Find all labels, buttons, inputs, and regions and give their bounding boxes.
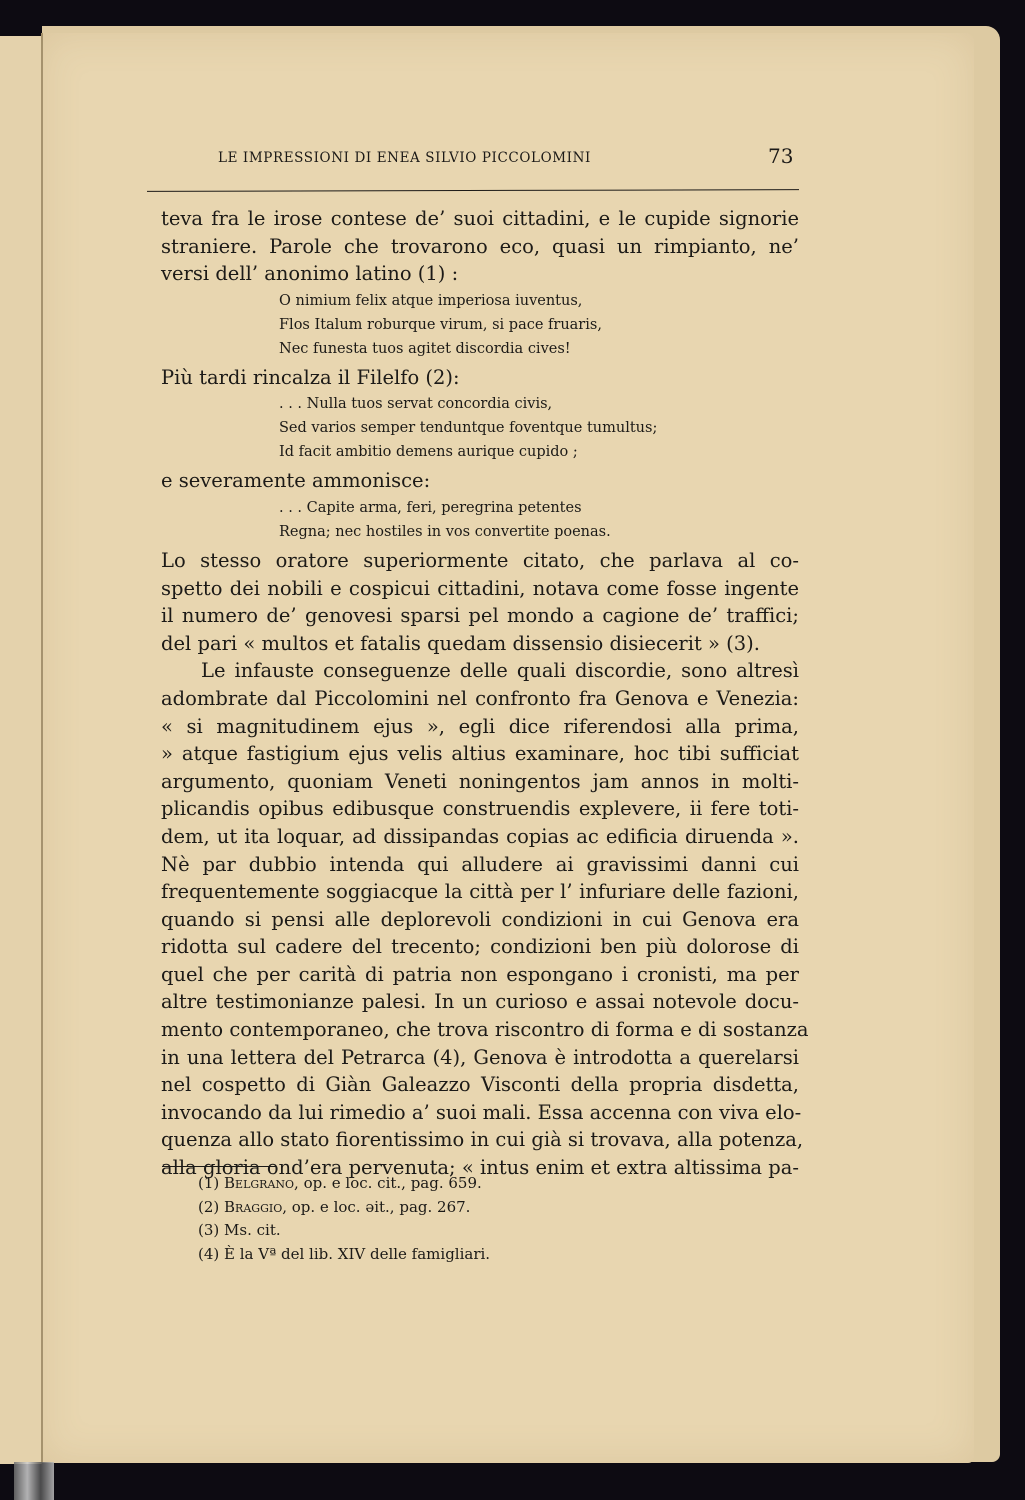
text-line: straniere. Parole che trovarono eco, quasi un rimpianto, ne’ <box>161 234 799 258</box>
footnote-number: (4) <box>198 1244 220 1263</box>
text-line: versi dell’ anonimo latino (1) : <box>161 262 459 286</box>
binding-tab <box>14 1462 54 1500</box>
footnote-number: (1) <box>198 1174 220 1192</box>
footnote-text: , op. e loc. cit., pag. 659. <box>294 1174 482 1192</box>
text-line: quel che per carità di patria non espongano i cronisti, ma per <box>161 962 799 986</box>
footnotes <box>198 1172 490 1266</box>
footnote-author: Belgrano <box>224 1174 295 1192</box>
footnote-rule <box>162 1166 276 1167</box>
text-line: « si magnitudinem ejus », egli dice riferendosi alla prima, <box>161 714 799 738</box>
text-line: quando si pensi alle deplorevoli condizioni in cui Genova era <box>161 907 799 931</box>
footnote-text: Ms. cit. <box>224 1221 281 1239</box>
text-line: dem, ut ita loquar, ad dissipandas copias ac edificia diruenda ». <box>161 824 799 848</box>
text-line: spetto dei nobili e cospicui cittadini, notava come fosse ingente <box>161 576 799 600</box>
paragraph-3: e severamente ammonisce: <box>161 469 431 493</box>
text-line: il numero de’ genovesi sparsi pel mondo a cagione de’ traffici; <box>161 604 799 628</box>
text-line: nel cospetto di Giàn Galeazzo Visconti della propria disdetta, <box>161 1073 799 1097</box>
verse-quote-1 <box>161 289 799 361</box>
verse-line: Sed varios semper tenduntque foventque tumultus; <box>279 420 658 437</box>
text-line: del pari « multos et fatalis quedam dissensio disiecerit » (3). <box>161 631 760 655</box>
text-line: Nè par dubbio intenda qui alludere ai gravissimi danni cui <box>161 852 799 876</box>
page-number: 73 <box>768 144 794 168</box>
text-line: Lo stesso oratore superiormente citato, che parlava al co- <box>161 548 799 572</box>
footnote-4 <box>198 1243 490 1267</box>
text-line: frequentemente soggiacque la città per l’ infuriare delle fazioni, <box>161 880 799 904</box>
verse-line: Id facit ambitio demens aurique cupido ; <box>279 444 578 461</box>
footnote-1 <box>198 1172 490 1196</box>
text-line: Le infauste conseguenze delle quali discordie, sono altresì <box>201 659 799 683</box>
text-line: in una lettera del Petrarca (4), Genova è introdotta a querelarsi <box>161 1045 799 1069</box>
footnote-text: , op. e loc. əit., pag. 267. <box>282 1197 471 1216</box>
text-line: invocando da lui rimedio a’ suoi mali. Essa accenna con viva elo- <box>161 1100 802 1124</box>
footnote-text: È la Vª del lib. XIV delle famigliari. <box>224 1244 491 1263</box>
paragraph-1 <box>161 205 799 288</box>
verse-line: . . . Capite arma, feri, peregrina petentes <box>279 499 582 516</box>
text-line: alla gloria ond’era pervenuta; « intus enim et extra altissima pa- <box>161 1156 799 1180</box>
verse-line: Nec funesta tuos agitet discordia cives! <box>279 340 571 357</box>
paragraph-2: Più tardi rincalza il Filelfo (2): <box>161 365 460 389</box>
footnote-3 <box>198 1219 490 1243</box>
verse-quote-2 <box>161 392 799 464</box>
running-title: LE IMPRESSIONI DI ENEA SILVIO PICCOLOMINI <box>218 150 591 166</box>
verse-line: O nimium felix atque imperiosa iuventus, <box>279 292 583 309</box>
paragraph-5 <box>161 657 809 1181</box>
body-text <box>161 205 809 1182</box>
text-line: » atque fastigium ejus velis altius examinare, hoc tibi sufficiat <box>161 742 799 766</box>
footnote-2 <box>198 1196 490 1220</box>
facing-page-edge <box>0 36 42 1464</box>
verse-line: . . . Nulla tuos servat concordia civis, <box>279 396 553 413</box>
text-line: adombrate dal Piccolomini nel confronto fra Genova e Venezia: <box>161 686 799 710</box>
gutter-line <box>41 33 43 1463</box>
verse-quote-3 <box>161 496 799 544</box>
text-line: ridotta sul cadere del trecento; condizioni ben più dolorose di <box>161 935 799 959</box>
text-line: argumento, quoniam Veneti noningentos jam annos in molti- <box>161 769 799 793</box>
text-line: teva fra le irose contese de’ suoi cittadini, e le cupide signorie <box>161 207 799 230</box>
verse-line: Flos Italum roburque virum, si pace fruaris, <box>279 316 602 333</box>
text-line: plicandis opibus edibusque construendis explevere, ii fere toti- <box>161 797 799 821</box>
paragraph-4 <box>161 547 799 657</box>
text-line: altre testimonianze palesi. In un curioso e assai notevole docu- <box>161 990 799 1014</box>
text-line: mento contemporaneo, che trova riscontro di forma e di sostanza <box>161 1018 809 1042</box>
footnote-author: Braggio <box>224 1197 283 1216</box>
text-line: quenza allo stato fiorentissimo in cui già si trovava, alla potenza, <box>161 1128 804 1152</box>
verse-line: Regna; nec hostiles in vos convertite poenas. <box>279 523 611 540</box>
footnote-number: (3) <box>198 1221 220 1239</box>
footnote-number: (2) <box>198 1197 220 1216</box>
